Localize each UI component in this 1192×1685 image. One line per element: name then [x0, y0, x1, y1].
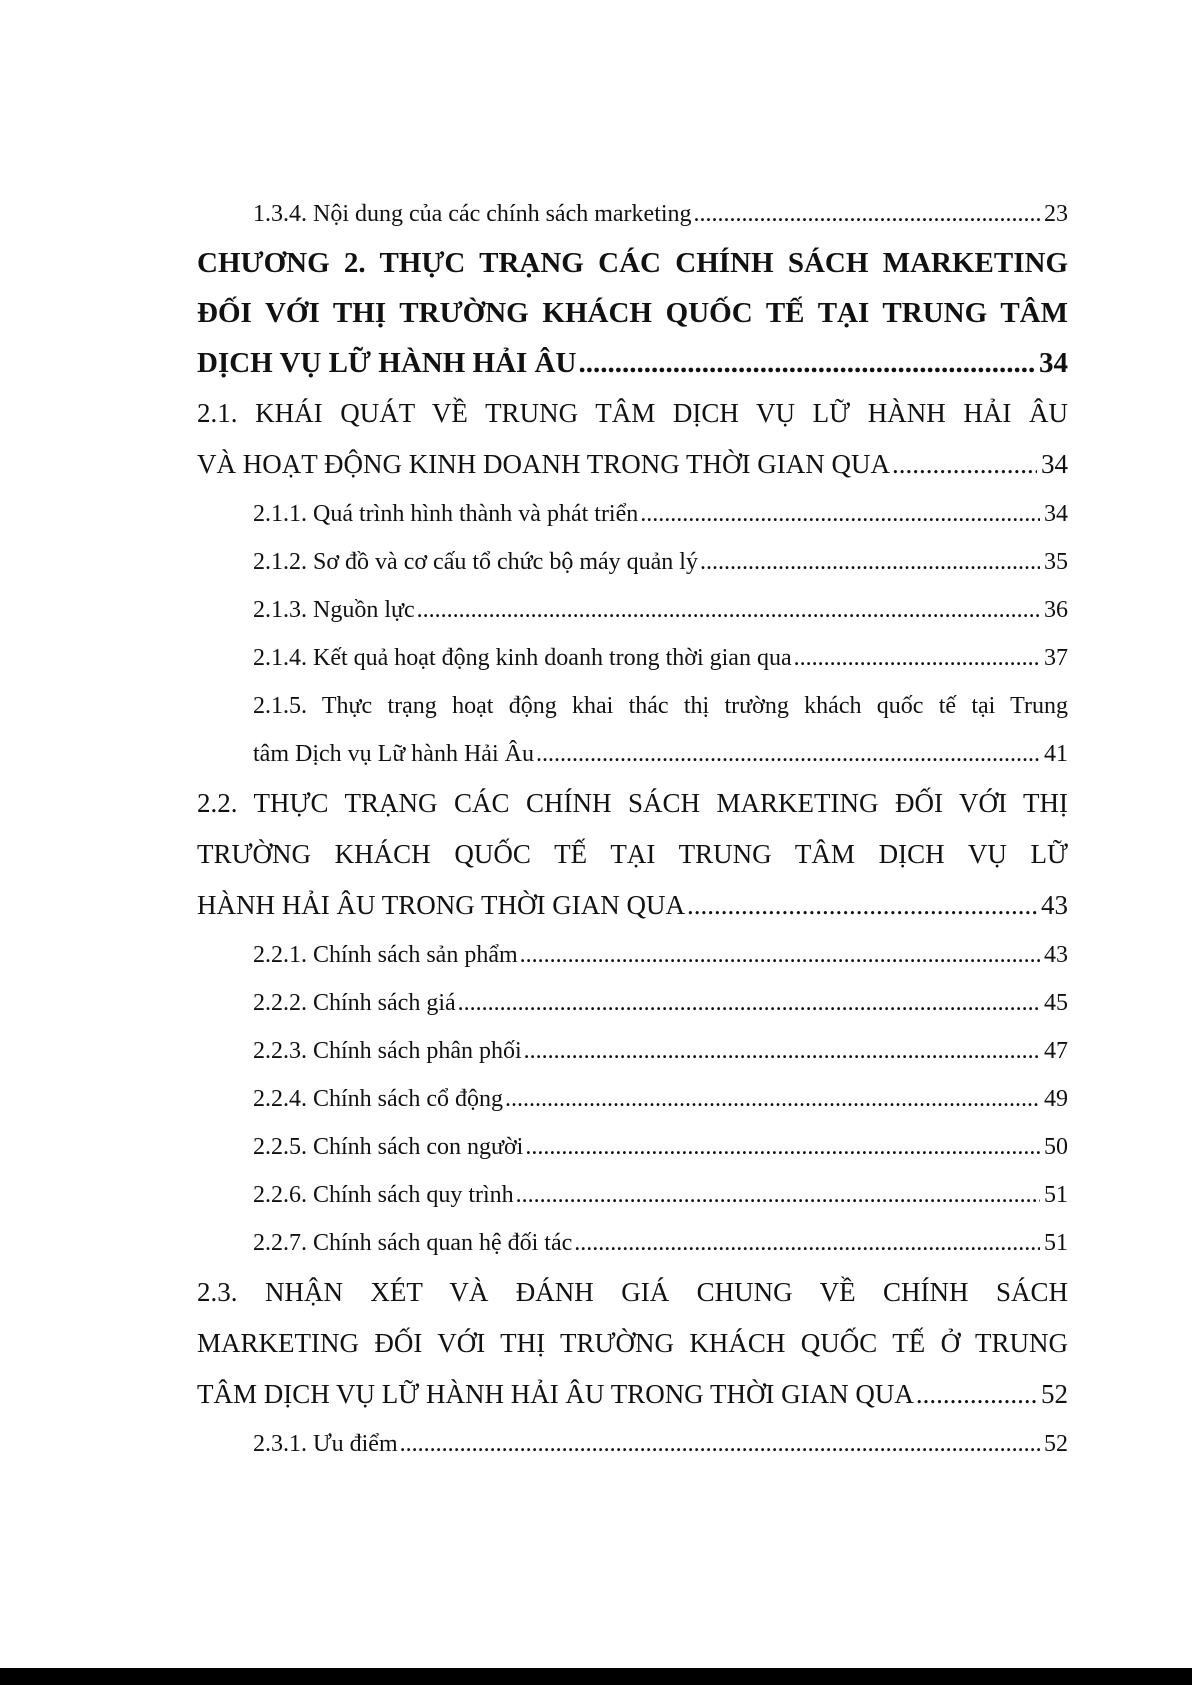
toc-entry[interactable] — [197, 1267, 1068, 1420]
toc-entry[interactable] — [197, 388, 1068, 490]
toc-entry-title: VÀ HOẠT ĐỘNG KINH DOANH TRONG THỜI GIAN QUA — [197, 449, 890, 479]
toc-entry-title: 2.2.7. Chính sách quan hệ đối tác — [253, 1230, 573, 1256]
toc-entry-last-line — [253, 979, 1068, 1027]
toc-entry-title: DỊCH VỤ LỮ HÀNH HẢI ÂU — [197, 347, 577, 379]
toc-page-number: 50 — [1044, 1134, 1068, 1160]
toc-page-number: 43 — [1041, 890, 1068, 920]
toc-page-number: 49 — [1044, 1086, 1068, 1112]
dot-leader — [417, 586, 1040, 634]
toc-entry-last-line — [253, 1075, 1068, 1123]
toc-entry[interactable] — [197, 190, 1068, 238]
toc-entry-title: tâm Dịch vụ Lữ hành Hải Âu — [253, 741, 534, 767]
toc-entry-last-line — [197, 338, 1068, 388]
toc-entry-title: 2.2.3. Chính sách phân phối — [253, 1038, 522, 1064]
table-of-contents — [197, 190, 1068, 1468]
toc-entry-title: 2.2.1. Chính sách sản phẩm — [253, 942, 518, 968]
toc-page-number: 23 — [1044, 201, 1068, 227]
toc-entry-line: ĐỐI VỚI THỊ TRƯỜNG KHÁCH QUỐC TẾ TẠI TRUNG TÂM — [197, 297, 1068, 329]
toc-entry-title: 2.1.2. Sơ đồ và cơ cấu tổ chức bộ máy quản lý — [253, 549, 698, 575]
dot-leader — [516, 1171, 1040, 1219]
dot-leader — [640, 490, 1040, 538]
toc-entry-last-line — [253, 931, 1068, 979]
toc-entry-line: CHƯƠNG 2. THỰC TRẠNG CÁC CHÍNH SÁCH MARKETING — [197, 247, 1068, 279]
toc-entry[interactable] — [197, 1027, 1068, 1075]
toc-entry-last-line — [253, 1027, 1068, 1075]
toc-page-number: 36 — [1044, 597, 1068, 623]
toc-page-number: 34 — [1039, 347, 1068, 379]
toc-entry-title: 2.1.4. Kết quả hoạt động kinh doanh trong thời gian qua — [253, 645, 792, 671]
toc-entry-last-line — [253, 538, 1068, 586]
dot-leader — [892, 439, 1037, 490]
toc-entry-last-line — [253, 1171, 1068, 1219]
toc-entry-last-line — [253, 730, 1068, 778]
toc-entry-title: HÀNH HẢI ÂU TRONG THỜI GIAN QUA — [197, 890, 685, 920]
toc-entry[interactable] — [197, 538, 1068, 586]
dot-leader — [536, 730, 1040, 778]
toc-page-number: 52 — [1041, 1379, 1068, 1409]
toc-entry-title: 2.3.1. Ưu điểm — [253, 1431, 398, 1457]
toc-entry[interactable] — [197, 1123, 1068, 1171]
dot-leader — [458, 979, 1040, 1027]
toc-entry[interactable] — [197, 490, 1068, 538]
toc-page-number: 34 — [1041, 449, 1068, 479]
toc-entry-title: 2.1.1. Quá trình hình thành và phát triển — [253, 501, 639, 527]
dot-leader — [574, 1219, 1040, 1267]
toc-page-number: 37 — [1044, 645, 1068, 671]
toc-entry[interactable] — [197, 1075, 1068, 1123]
dot-leader — [578, 338, 1035, 388]
toc-entry-line: 2.1.5. Thực trạng hoạt động khai thác thị trường khách quốc tế tại Trung — [253, 693, 1068, 719]
toc-entry-title: 2.2.6. Chính sách quy trình — [253, 1182, 514, 1208]
toc-entry-line: 2.2. THỰC TRẠNG CÁC CHÍNH SÁCH MARKETING ĐỐI VỚI THỊ — [197, 788, 1068, 818]
toc-entry[interactable] — [197, 1420, 1068, 1468]
toc-page-number: 35 — [1044, 549, 1068, 575]
dot-leader — [694, 190, 1040, 238]
toc-page-number: 43 — [1044, 942, 1068, 968]
toc-entry-last-line — [253, 586, 1068, 634]
toc-page-number: 41 — [1044, 741, 1068, 767]
dot-leader — [916, 1369, 1037, 1420]
toc-page-number: 51 — [1044, 1182, 1068, 1208]
toc-entry-title: 2.2.4. Chính sách cổ động — [253, 1086, 503, 1112]
toc-entry-title: 2.2.5. Chính sách con người — [253, 1134, 524, 1160]
toc-entry-title: 2.2.2. Chính sách giá — [253, 990, 456, 1016]
toc-entry-title: 1.3.4. Nội dung của các chính sách marketing — [253, 201, 692, 227]
toc-entry-last-line — [253, 490, 1068, 538]
toc-entry-title: TÂM DỊCH VỤ LỮ HÀNH HẢI ÂU TRONG THỜI GIAN QUA — [197, 1379, 914, 1409]
toc-entry[interactable] — [197, 1219, 1068, 1267]
toc-entry-last-line — [253, 190, 1068, 238]
toc-entry-line: 2.1. KHÁI QUÁT VỀ TRUNG TÂM DỊCH VỤ LỮ HÀNH HẢI ÂU — [197, 398, 1068, 428]
toc-entry-last-line — [197, 439, 1068, 490]
dot-leader — [505, 1075, 1040, 1123]
toc-entry-last-line — [253, 1420, 1068, 1468]
toc-page-number: 45 — [1044, 990, 1068, 1016]
toc-entry-title: 2.1.3. Nguồn lực — [253, 597, 415, 623]
dot-leader — [525, 1123, 1040, 1171]
toc-entry-last-line — [253, 1123, 1068, 1171]
toc-page-number: 51 — [1044, 1230, 1068, 1256]
toc-entry-last-line — [253, 1219, 1068, 1267]
toc-entry-line: TRƯỜNG KHÁCH QUỐC TẾ TẠI TRUNG TÂM DỊCH VỤ LỮ — [197, 839, 1068, 869]
dot-leader — [794, 634, 1040, 682]
toc-entry-line: 2.3. NHẬN XÉT VÀ ĐÁNH GIÁ CHUNG VỀ CHÍNH SÁCH — [197, 1277, 1068, 1307]
toc-entry[interactable] — [197, 931, 1068, 979]
toc-entry[interactable] — [197, 778, 1068, 931]
toc-entry[interactable] — [197, 238, 1068, 388]
toc-page-number: 47 — [1044, 1038, 1068, 1064]
dot-leader — [687, 880, 1037, 931]
toc-entry[interactable] — [197, 1171, 1068, 1219]
toc-entry-last-line — [253, 634, 1068, 682]
toc-entry-line: MARKETING ĐỐI VỚI THỊ TRƯỜNG KHÁCH QUỐC TẾ Ở TRUNG — [197, 1328, 1068, 1358]
toc-entry[interactable] — [197, 634, 1068, 682]
dot-leader — [524, 1027, 1040, 1075]
dot-leader — [700, 538, 1040, 586]
toc-entry-last-line — [197, 880, 1068, 931]
dot-leader — [400, 1420, 1040, 1468]
toc-page-number: 34 — [1044, 501, 1068, 527]
toc-entry-last-line — [197, 1369, 1068, 1420]
toc-entry[interactable] — [197, 682, 1068, 778]
toc-page-number: 52 — [1044, 1431, 1068, 1457]
toc-entry[interactable] — [197, 979, 1068, 1027]
bottom-edge-bar — [0, 1668, 1192, 1685]
dot-leader — [520, 931, 1040, 979]
toc-entry[interactable] — [197, 586, 1068, 634]
